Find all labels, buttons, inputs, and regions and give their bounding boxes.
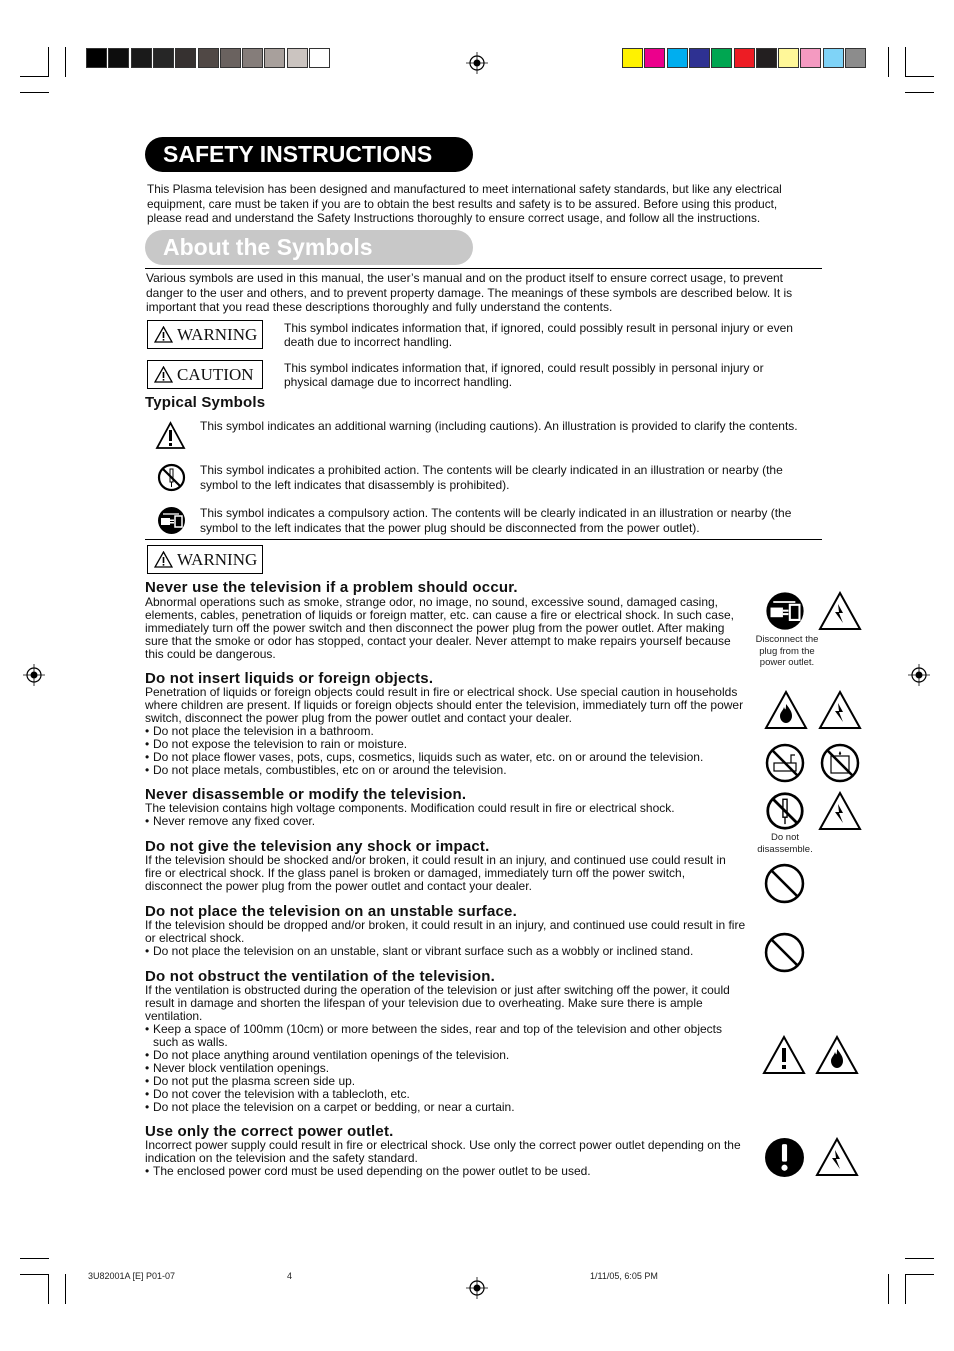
divider <box>145 539 822 540</box>
typical-symbol-text: This symbol indicates a compulsory action. The contents will be clearly indicated in an illustration or nearby (the symbol to the left indicates that the power plug should be disconnected from the power outlet). <box>200 506 792 535</box>
warning-triangle-icon <box>155 421 186 450</box>
image-caption: Disconnect the plug from the power outlet. <box>755 634 819 668</box>
bullet-item: • Do not expose the television to rain or moisture. <box>145 738 757 751</box>
bullet-item: • Do not place anything around ventilation openings of the television. <box>145 1049 743 1062</box>
warning-text-block <box>145 802 757 828</box>
prohibited-icon <box>764 932 805 973</box>
registration-mark-icon <box>466 52 488 74</box>
typical-symbol-text: This symbol indicates a prohibited action. The contents will be clearly indicated in an illustration or nearby (the symbol to the left indicates that disassembly is prohibited). <box>200 463 783 492</box>
color-swatch <box>198 48 219 68</box>
typical-symbol-text: This symbol indicates an additional warning (including cautions). An illustration is provided to clarify the contents. <box>200 419 798 433</box>
registration-mark-icon <box>23 664 45 686</box>
color-swatch <box>153 48 174 68</box>
color-swatch <box>175 48 196 68</box>
warning-heading: Never use the television if a problem should occur. <box>145 579 518 596</box>
warning-heading: Use only the correct power outlet. <box>145 1123 394 1140</box>
warning-body: If the television should be dropped and/or broken, it could result in an injury, and continued use could result in fire or electrical shock. <box>145 918 746 945</box>
color-swatch <box>264 48 285 68</box>
color-swatch <box>622 48 643 68</box>
warning-text-block <box>145 1139 750 1178</box>
color-swatch <box>845 48 866 68</box>
image-caption: Do not disassemble. <box>757 832 813 855</box>
color-swatch <box>689 48 710 68</box>
bullet-item: • Do not place metals, combustibles, etc on or around the television. <box>145 764 757 777</box>
warning-section-label-box <box>147 545 263 574</box>
electric-shock-icon <box>818 690 862 730</box>
color-swatch <box>734 48 755 68</box>
fire-hazard-icon <box>815 1035 859 1075</box>
warning-section-label: WARNING <box>177 549 258 569</box>
unplug-icon <box>157 506 186 535</box>
warning-text-block <box>145 984 743 1114</box>
bullet-item: • Do not place the television on a carpet or bedding, or near a curtain. <box>145 1101 743 1114</box>
bullet-item: • Keep a space of 100mm (10cm) or more between the sides, rear and top of the television and other objects such as walls. <box>145 1023 743 1049</box>
color-swatch <box>86 48 107 68</box>
bullet-item: • Do not cover the television with a tablecloth, etc. <box>145 1088 743 1101</box>
color-swatch <box>131 48 152 68</box>
color-swatch <box>108 48 129 68</box>
typical-symbols-heading: Typical Symbols <box>145 394 266 411</box>
warning-text-block <box>145 919 757 958</box>
bullet-item: • Do not put the plasma screen side up. <box>145 1075 743 1088</box>
registration-mark-icon <box>466 1277 488 1299</box>
page-number: 4 <box>287 1271 293 1281</box>
caution-label: CAUTION <box>177 364 254 384</box>
warning-body: Penetration of liquids or foreign objects could result in fire or electrical shock. Use special caution in households where children are present. If liquids or foreign objects should enter the television, immediately turn off the power switch, disconnect the power plug from the power outlet and contact your dealer. <box>145 685 744 725</box>
color-swatch <box>309 48 330 68</box>
warning-triangle-icon <box>154 551 173 568</box>
no-disassembly-icon <box>157 463 186 492</box>
color-swatch <box>800 48 821 68</box>
electric-shock-icon <box>815 1137 859 1177</box>
color-swatch <box>220 48 241 68</box>
print-date: 1/11/05, 6:05 PM <box>590 1271 658 1281</box>
bullet-item: • Do not place flower vases, pots, cups, cosmetics, liquids such as water, etc. on or around the television. <box>145 751 757 764</box>
bullet-item: • Never remove any fixed cover. <box>145 815 757 828</box>
fire-hazard-icon <box>764 690 808 730</box>
symbols-intro: Various symbols are used in this manual, the user’s manual and on the product itself to ensure correct usage, to prevent danger to the user and others, and to prevent property damage. The meanings of these symbols are described below. It is important that you read these descriptions thoroughly and fully understand the contents. <box>146 271 793 314</box>
color-swatch <box>823 48 844 68</box>
bullet-item: • The enclosed power cord must be used depending on the power outlet to be used. <box>145 1165 750 1178</box>
color-swatch <box>667 48 688 68</box>
color-swatch <box>711 48 732 68</box>
warning-triangle-icon <box>154 326 173 343</box>
warning-description: This symbol indicates information that, if ignored, could possibly result in personal injury or even death due to incorrect handling. <box>284 321 793 349</box>
warning-body: Abnormal operations such as smoke, strange odor, no image, no sound, excessive sound, damaged casing, elements, cables, penetration of liquids or foreign matter, etc. can cause a fire or electrical shock. In such case, immediately turn off the power switch and then disconnect the power plug from the power outlet. After making sure that the smoke or odor has stopped, contact your dealer. Never attempt to make repairs yourself because this could be dangerous. <box>145 595 734 661</box>
warning-triangle-icon <box>154 366 173 383</box>
no-disassembly-icon <box>765 791 805 831</box>
page-title: SAFETY INSTRUCTIONS <box>145 137 473 172</box>
warning-label: WARNING <box>177 324 258 344</box>
compulsory-action-icon <box>764 1137 805 1178</box>
warning-text-block <box>145 686 757 777</box>
warning-heading: Do not give the television any shock or impact. <box>145 838 490 855</box>
prohibited-icon <box>764 863 805 904</box>
bullet-item: • Do not place the television in a bathroom. <box>145 725 757 738</box>
bullet-item: • Do not place the television on an unstable, slant or vibrant surface such as a wobbly or inclined stand. <box>145 945 757 958</box>
color-swatch <box>287 48 308 68</box>
warning-triangle-icon <box>762 1035 806 1075</box>
section-title-symbols: About the Symbols <box>145 230 473 265</box>
unplug-icon <box>765 591 805 631</box>
electric-shock-icon <box>818 791 862 831</box>
warning-heading: Do not place the television on an unstable surface. <box>145 903 517 920</box>
no-liquids-icon <box>820 743 860 783</box>
caution-label-box <box>147 360 263 389</box>
caution-description: This symbol indicates information that, if ignored, could result possibly in personal injury or physical damage due to incorrect handling. <box>284 361 764 389</box>
warning-heading: Never disassemble or modify the television. <box>145 786 467 803</box>
warning-body: If the ventilation is obstructed during the operation of the television or just after switching off the power, it could result in damage and shorten the lifespan of your television due to overheating. Make sure there is ample ventilation. <box>145 983 730 1023</box>
warning-body: Incorrect power supply could result in fire or electrical shock. Use only the correct power outlet depending on the indication on the television and the safety standard. <box>145 1138 741 1165</box>
color-swatch <box>242 48 263 68</box>
bullet-item: • Never block ventilation openings. <box>145 1062 743 1075</box>
registration-mark-icon <box>908 664 930 686</box>
warning-heading: Do not insert liquids or foreign objects. <box>145 670 434 687</box>
divider <box>145 268 822 269</box>
intro-paragraph: This Plasma television has been designed and manufactured to meet international safety standards, but like any electrical equipment, care must be taken if you are to obtain the best results and safety is to be assured. Before using this product, please read and understand the Safety Instructions thoroughly to ensure correct usage, and follow all the instructions. <box>147 182 782 225</box>
color-swatch <box>756 48 777 68</box>
document-code: 3U82001A [E] P01-07 <box>88 1271 176 1281</box>
warning-heading: Do not obstruct the ventilation of the television. <box>145 968 496 985</box>
no-bathroom-icon <box>765 743 805 783</box>
warning-label-box <box>147 320 263 349</box>
electric-shock-icon <box>818 591 862 631</box>
warning-body: If the television should be shocked and/or broken, it could result in an injury, and continued use could result in fire or electrical shock. If the glass panel is broken or damaged, immediately turn off the power switch, disconnect the power plug from the power outlet and contact your dealer. <box>145 853 726 893</box>
color-swatch <box>778 48 799 68</box>
warning-body: The television contains high voltage components. Modification could result in fire or electrical shock. <box>145 801 675 815</box>
color-swatch <box>644 48 665 68</box>
